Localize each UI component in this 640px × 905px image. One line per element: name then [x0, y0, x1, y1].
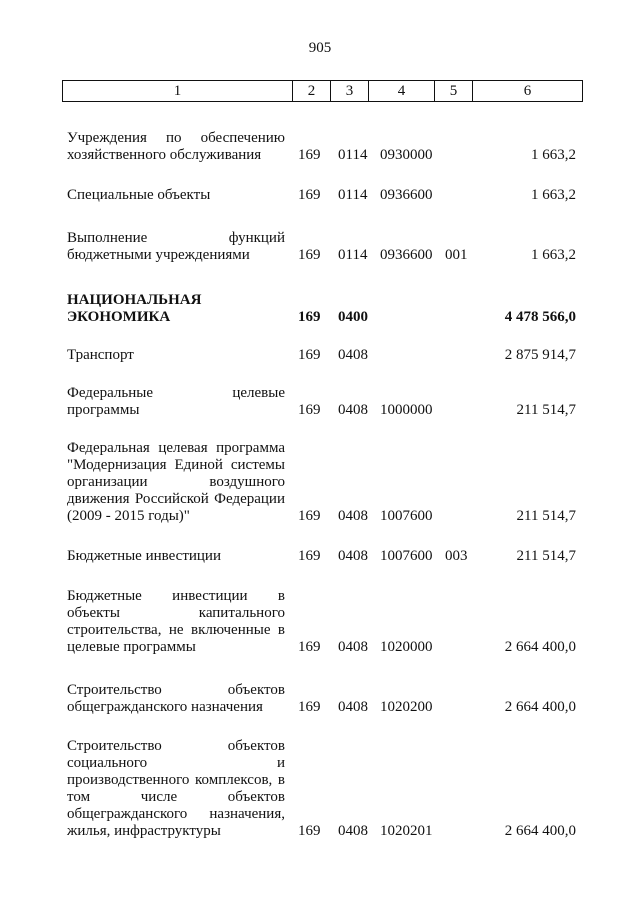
- column-header-1: 1: [63, 81, 293, 102]
- row-target-code: 1020201: [380, 823, 433, 839]
- row-name-line: НАЦИОНАЛЬНАЯ: [67, 292, 202, 308]
- row-target-code: 0930000: [380, 147, 433, 163]
- row-name-line: бюджетными учреждениями: [67, 247, 250, 263]
- column-header-6: 6: [473, 81, 583, 102]
- column-header-3: 3: [331, 81, 369, 102]
- row-section-code: 0114: [338, 187, 368, 203]
- row-name: [67, 440, 285, 525]
- row-name-line: организации воздушного: [67, 474, 285, 490]
- row-target-code: 1000000: [380, 402, 433, 418]
- row-name-line: социального и: [67, 755, 285, 771]
- row-section-code: 0408: [338, 823, 368, 839]
- column-header-5: 5: [435, 81, 473, 102]
- row-name-line: Специальные объекты: [67, 187, 211, 203]
- row-ministry-code: 169: [298, 187, 321, 203]
- row-target-code: 1020200: [380, 699, 433, 715]
- row-name-line: Учреждения по обеспечению: [67, 130, 285, 146]
- row-name-line: Федеральные целевые: [67, 385, 285, 401]
- row-name-line: Строительство объектов: [67, 682, 285, 698]
- row-name-line: хозяйственного обслуживания: [67, 147, 262, 163]
- row-name: [67, 548, 285, 565]
- row-name: [67, 187, 285, 204]
- row-ministry-code: 169: [298, 247, 321, 263]
- row-section-code: 0408: [338, 639, 368, 655]
- row-name-line: программы: [67, 402, 140, 418]
- row-ministry-code: 169: [298, 639, 321, 655]
- row-section-code: 0114: [338, 247, 368, 263]
- row-amount: 211 514,7: [516, 548, 576, 564]
- row-name-line: жилья, инфраструктуры: [67, 823, 221, 839]
- row-section-code: 0408: [338, 402, 368, 418]
- row-name: [67, 588, 285, 656]
- row-amount: 211 514,7: [516, 402, 576, 418]
- row-name-line: Федеральная целевая программа: [67, 440, 285, 456]
- row-amount: 1 663,2: [531, 187, 576, 203]
- row-name: [67, 292, 285, 326]
- row-section-code: 0408: [338, 347, 368, 363]
- row-amount: 1 663,2: [531, 247, 576, 263]
- row-name-line: Бюджетные инвестиции: [67, 548, 221, 564]
- row-amount: 2 664 400,0: [504, 699, 576, 715]
- row-amount: 1 663,2: [531, 147, 576, 163]
- row-name-line: "Модернизация Единой системы: [67, 457, 285, 473]
- row-expense-type: 001: [445, 247, 468, 263]
- row-target-code: 0936600: [380, 187, 433, 203]
- row-name-line: строительства, не включенные в: [67, 622, 285, 638]
- row-amount: 2 664 400,0: [504, 639, 576, 655]
- row-target-code: 1020000: [380, 639, 433, 655]
- row-name: [67, 230, 285, 264]
- row-name: [67, 738, 285, 840]
- row-name-line: целевые программы: [67, 639, 196, 655]
- row-ministry-code: 169: [298, 347, 321, 363]
- row-name-line: производственного комплексов, в: [67, 772, 285, 788]
- row-ministry-code: 169: [298, 147, 321, 163]
- row-name: [67, 347, 285, 364]
- row-name: [67, 682, 285, 716]
- row-section-code: 0114: [338, 147, 368, 163]
- row-ministry-code: 169: [298, 402, 321, 418]
- row-target-code: 0936600: [380, 247, 433, 263]
- row-name-line: (2009 - 2015 годы)": [67, 508, 190, 524]
- row-section-code: 0408: [338, 699, 368, 715]
- row-ministry-code: 169: [298, 699, 321, 715]
- row-name: [67, 130, 285, 164]
- row-name-line: объекты капитального: [67, 605, 285, 621]
- row-name-line: движения Российской Федерации: [67, 491, 285, 507]
- row-amount: 2 875 914,7: [504, 347, 576, 363]
- row-section-code: 0400: [338, 309, 368, 325]
- row-name-line: ЭКОНОМИКА: [67, 309, 171, 325]
- row-amount: 2 664 400,0: [504, 823, 576, 839]
- row-target-code: 1007600: [380, 548, 433, 564]
- column-header-4: 4: [369, 81, 435, 102]
- row-section-code: 0408: [338, 548, 368, 564]
- row-name-line: общегражданского назначения: [67, 699, 263, 715]
- row-section-code: 0408: [338, 508, 368, 524]
- column-header-table: [62, 80, 583, 102]
- page-number: 905: [308, 40, 332, 56]
- row-name-line: том числе объектов: [67, 789, 285, 805]
- row-ministry-code: 169: [298, 508, 321, 524]
- row-name-line: Бюджетные инвестиции в: [67, 588, 285, 604]
- row-target-code: 1007600: [380, 508, 433, 524]
- column-header-2: 2: [293, 81, 331, 102]
- column-header-row: [63, 81, 583, 102]
- row-name-line: Строительство объектов: [67, 738, 285, 754]
- row-name-line: общегражданского назначения,: [67, 806, 285, 822]
- row-name-line: Выполнение функций: [67, 230, 285, 246]
- row-amount: 4 478 566,0: [504, 309, 576, 325]
- row-ministry-code: 169: [298, 823, 321, 839]
- row-name-line: Транспорт: [67, 347, 134, 363]
- row-name: [67, 385, 285, 419]
- row-amount: 211 514,7: [516, 508, 576, 524]
- row-ministry-code: 169: [298, 309, 321, 325]
- row-ministry-code: 169: [298, 548, 321, 564]
- row-expense-type: 003: [445, 548, 468, 564]
